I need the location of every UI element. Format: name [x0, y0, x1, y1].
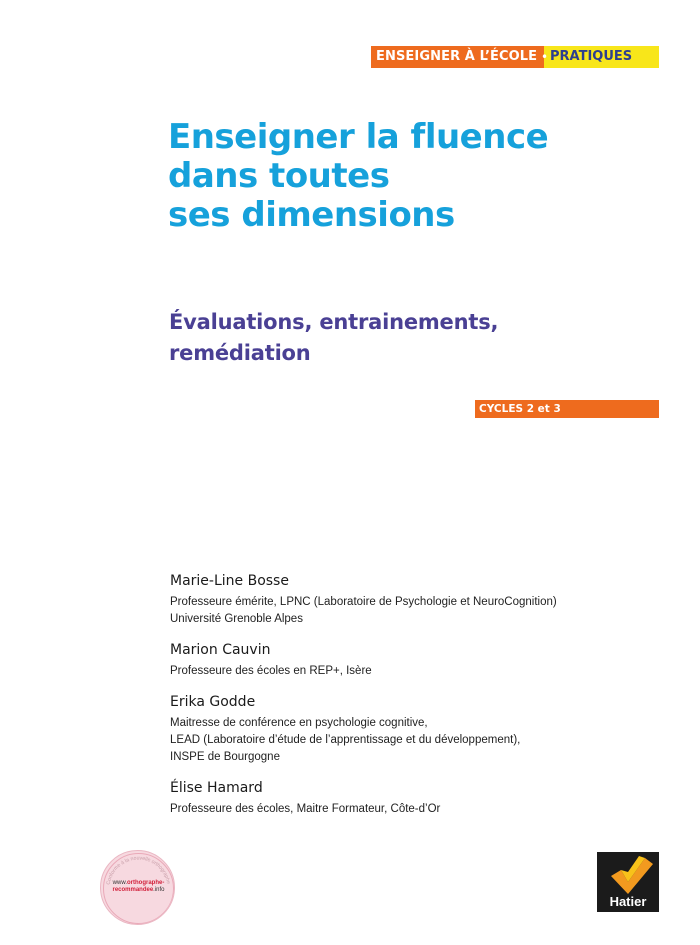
- author-affiliation: INSPE de Bourgogne: [170, 751, 280, 763]
- author-name: Marie-Line Bosse: [170, 573, 289, 589]
- author-name: Élise Hamard: [170, 780, 263, 796]
- author-affiliation: Université Grenoble Alpes: [170, 613, 303, 625]
- stamp-url-tld: .info: [153, 887, 165, 893]
- stamp-ring-text: Conforme à la nouvelle orthographe: [105, 855, 172, 886]
- stamp-url-highlight: orthographe-: [127, 880, 165, 886]
- collection-banner: [371, 46, 659, 68]
- author-affiliation: Maitresse de conférence en psychologie cognitive,: [170, 717, 428, 729]
- collection-separator: •: [541, 50, 549, 64]
- author-entry: [170, 571, 650, 628]
- title-line: ses dimensions: [168, 195, 455, 235]
- author-list: [170, 571, 650, 830]
- cycles-badge: CYCLES 2 et 3: [475, 400, 659, 418]
- author-affiliation: Professeure des écoles, Maitre Formateur, Côte-d’Or: [170, 803, 441, 815]
- author-affiliation: Professeure des écoles en REP+, Isère: [170, 665, 372, 677]
- author-name: Erika Godde: [170, 694, 256, 710]
- author-entry: [170, 778, 650, 818]
- book-title: [168, 118, 648, 235]
- title-line: dans toutes: [168, 156, 390, 196]
- collection-label: PRATIQUES: [544, 46, 659, 68]
- title-line: Enseigner la fluence: [168, 117, 549, 157]
- subtitle-line: Évaluations, entrainements,: [169, 310, 499, 334]
- stamp-url-suffix: recommandee: [112, 887, 154, 893]
- author-entry: [170, 640, 650, 680]
- author-entry: [170, 692, 650, 766]
- subtitle-line: remédiation: [169, 341, 311, 365]
- author-name: Marion Cauvin: [170, 642, 271, 658]
- author-affiliation: Professeure émérite, LPNC (Laboratoire de Psychologie et NeuroCognition): [170, 596, 557, 608]
- stamp-url-prefix: www.: [112, 880, 127, 886]
- book-subtitle: [169, 307, 649, 369]
- stamp-url: [107, 880, 170, 894]
- orthography-stamp: [100, 850, 175, 925]
- hatier-logo: [597, 852, 659, 912]
- author-affiliation: LEAD (Laboratoire d’étude de l’apprentissage et du développement),: [170, 734, 521, 746]
- collection-name: ENSEIGNER À L’ÉCOLE: [371, 46, 544, 68]
- publisher-name: Hatier: [609, 894, 647, 909]
